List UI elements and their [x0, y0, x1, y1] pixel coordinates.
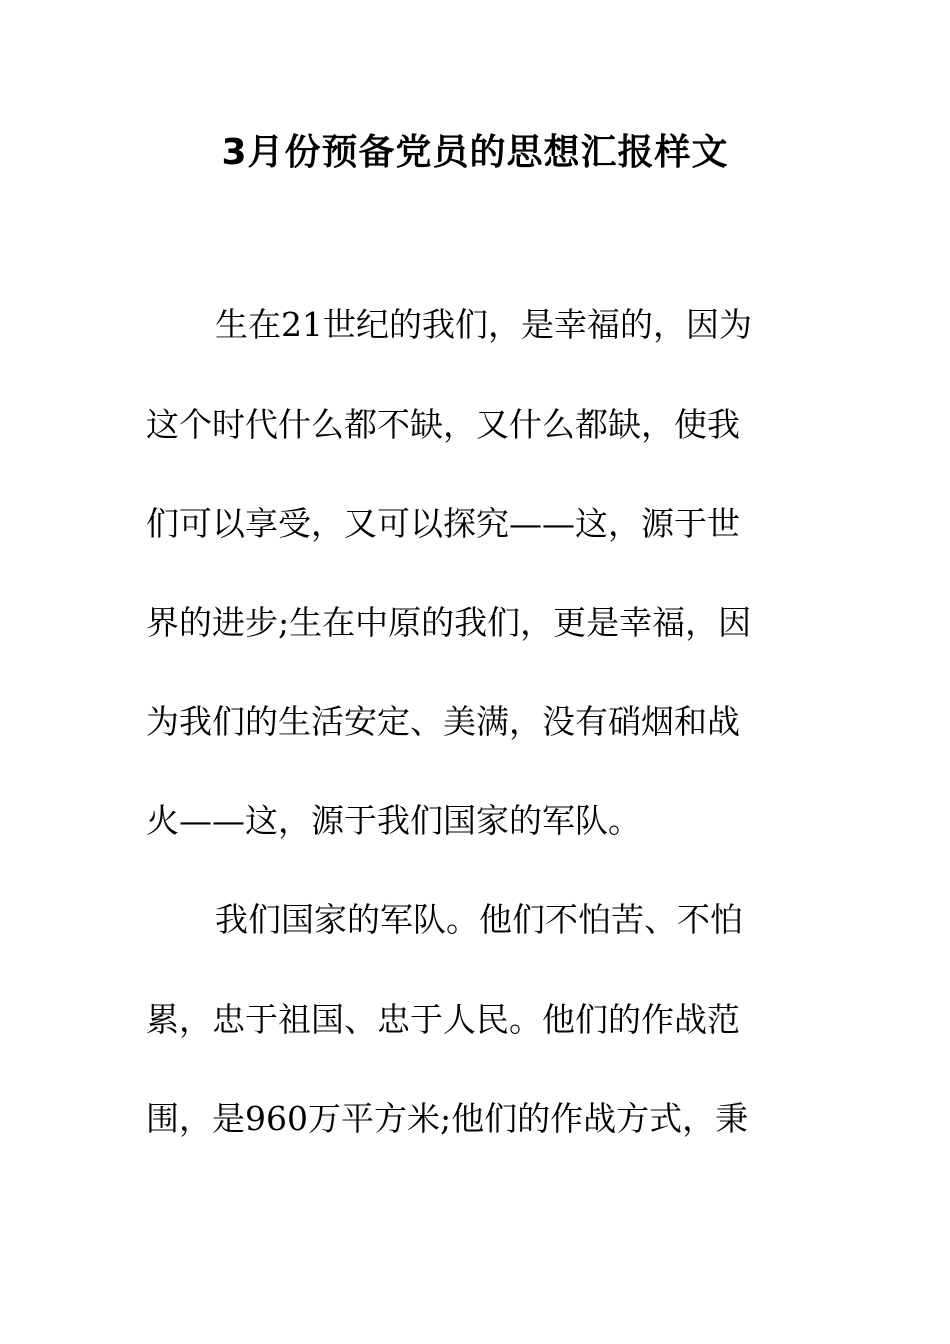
paragraph-line: 界的进步;生在中原的我们，更是幸福，因: [146, 603, 752, 642]
paragraph-line: 火——这，源于我们国家的军队。: [146, 801, 641, 840]
paragraph-line: 们可以享受，又可以探究——这，源于世: [146, 504, 740, 543]
paragraph-line: 生在21世纪的我们，是幸福的，因为: [215, 305, 752, 344]
paragraph-line: 为我们的生活安定、美满，没有硝烟和战: [146, 702, 740, 741]
paragraph-line: 累，忠于祖国、忠于人民。他们的作战范: [146, 1000, 740, 1039]
paragraph-line: 这个时代什么都不缺，又什么都缺，使我: [146, 405, 740, 444]
paragraph-line: 我们国家的军队。他们不怕苦、不怕: [215, 900, 743, 939]
document-title: 3月份预备党员的思想汇报样文: [221, 132, 729, 173]
paragraph-line: 围，是960万平方米;他们的作战方式，秉: [146, 1099, 749, 1138]
